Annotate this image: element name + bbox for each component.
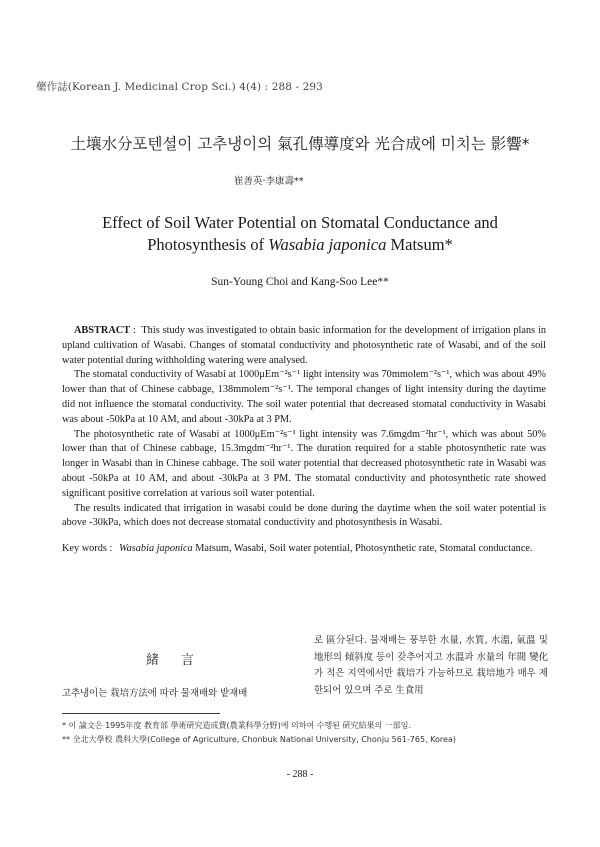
keywords-label: Key words : bbox=[62, 543, 113, 554]
korean-authors: 崔善英·李康壽** bbox=[234, 176, 304, 187]
page-number: - 288 - bbox=[286, 769, 314, 780]
english-title-species: Wasabia japonica bbox=[268, 235, 387, 254]
english-title bbox=[0, 212, 600, 256]
abstract-paragraph-3: The photosynthetic rate of Wasabi at 1000μEm⁻²s⁻¹ light intensity was 7.6mgdm⁻²hr⁻¹, which was about 50% lower than that of Chinese cabbage, 15.3mgdm⁻²hr⁻¹. The duration required for a stable photosynthetic rate was longer in Wasabi than in Chinese cabbage. The soil water potential that decreased photosynthetic rate in Wasabi was about -50kPa at 10 AM, and about -30kPa at 3 PM. The stomatal conductivity and photosynthetic rate showed significant positive correlation at various soil water potential. bbox=[62, 428, 546, 499]
journal-citation: 藥作誌(Korean J. Medicinal Crop Sci.) 4(4) : 288 - 293 bbox=[36, 81, 323, 93]
keywords bbox=[62, 542, 546, 557]
abstract-paragraph-4: The results indicated that irrigation in wasabi could be done during the daytime when the soil water potential is above -30kPa, which does not decrease stomatal conductivity and photosynthesis in Wasabi. bbox=[62, 502, 546, 529]
abstract-paragraph-2: The stomatal conductivity of Wasabi at 1000μEm⁻²s⁻¹ light intensity was 70mmolem⁻²s⁻¹, which was about 49% lower than that of Chinese cabbage, 138mmolem⁻²s⁻¹. The temporal changes of light intensity during the daytime did not influence the stomatal conductivity. The soil water potential that decreased stomatal conductivity in Wasabi was about -50kPa at 10 AM, and about -30kPa at 3 PM. bbox=[62, 369, 546, 425]
abstract-text-1: This study was investigated to obtain basic information for the development of irrigation plans in upland cultivation of Wasabi. Changes of stomatal conductivity and photosynthetic rate of Wasabi, and of the soil water potential during withholding watering were analysed. bbox=[62, 325, 546, 366]
footnote-1: * 이 論文은 1995年度 教育部 學術硏究造成費(農業科學分野)에 의하여 수행된 硏究結果의 一部임. bbox=[62, 721, 412, 730]
keywords-rest: Matsum, Wasabi, Soil water potential, Photosynthetic rate, Stomatal conductance. bbox=[192, 543, 533, 554]
keywords-text bbox=[119, 542, 546, 557]
abstract bbox=[62, 324, 546, 531]
body-right-column: 로 區分된다. 물재배는 풍부한 水量, 水質, 水溫, 氣溫 및 地形의 傾斜度 등이 갖추어지고 水溫과 水量의 年間 變化가 적은 지역에서만 栽培가 가능하므로 栽培地가 매우 제한되어 있으며 주로 生食用 bbox=[314, 635, 548, 696]
english-authors: Sun-Young Choi and Kang-Soo Lee** bbox=[211, 276, 389, 288]
section-heading: 緒言 bbox=[146, 653, 217, 668]
abstract-paragraph-1: ABSTRACT : This study was investigated to obtain basic information for the development of irrigation plans in upland cultivation of Wasabi. Changes of stomatal conductivity and photosynthetic rate of Wasabi, and of the soil water potential during withholding watering were analysed. bbox=[62, 325, 546, 366]
keywords-species: Wasabia japonica bbox=[119, 543, 193, 554]
english-title-line1: Effect of Soil Water Potential on Stomatal Conductance and bbox=[102, 213, 498, 232]
abstract-label: ABSTRACT bbox=[74, 325, 131, 336]
english-title-line2 bbox=[0, 234, 600, 256]
english-title-line2-suffix: Matsum* bbox=[386, 235, 453, 254]
footnote-divider bbox=[62, 713, 220, 714]
footnotes bbox=[62, 719, 552, 746]
body-left-column: 고추냉이는 栽培方法에 따라 물재배와 밭재배 bbox=[62, 688, 248, 699]
english-title-line2-prefix: Photosynthesis of bbox=[147, 235, 269, 254]
korean-title: 土壤水分포텐셜이 고추냉이의 氣孔傳導度와 光合成에 미치는 影響* bbox=[70, 135, 530, 153]
footnote-2: ** 全北大學校 農科大學(College of Agriculture, Chonbuk National University, Chonju 561-765, Korea) bbox=[62, 734, 456, 744]
